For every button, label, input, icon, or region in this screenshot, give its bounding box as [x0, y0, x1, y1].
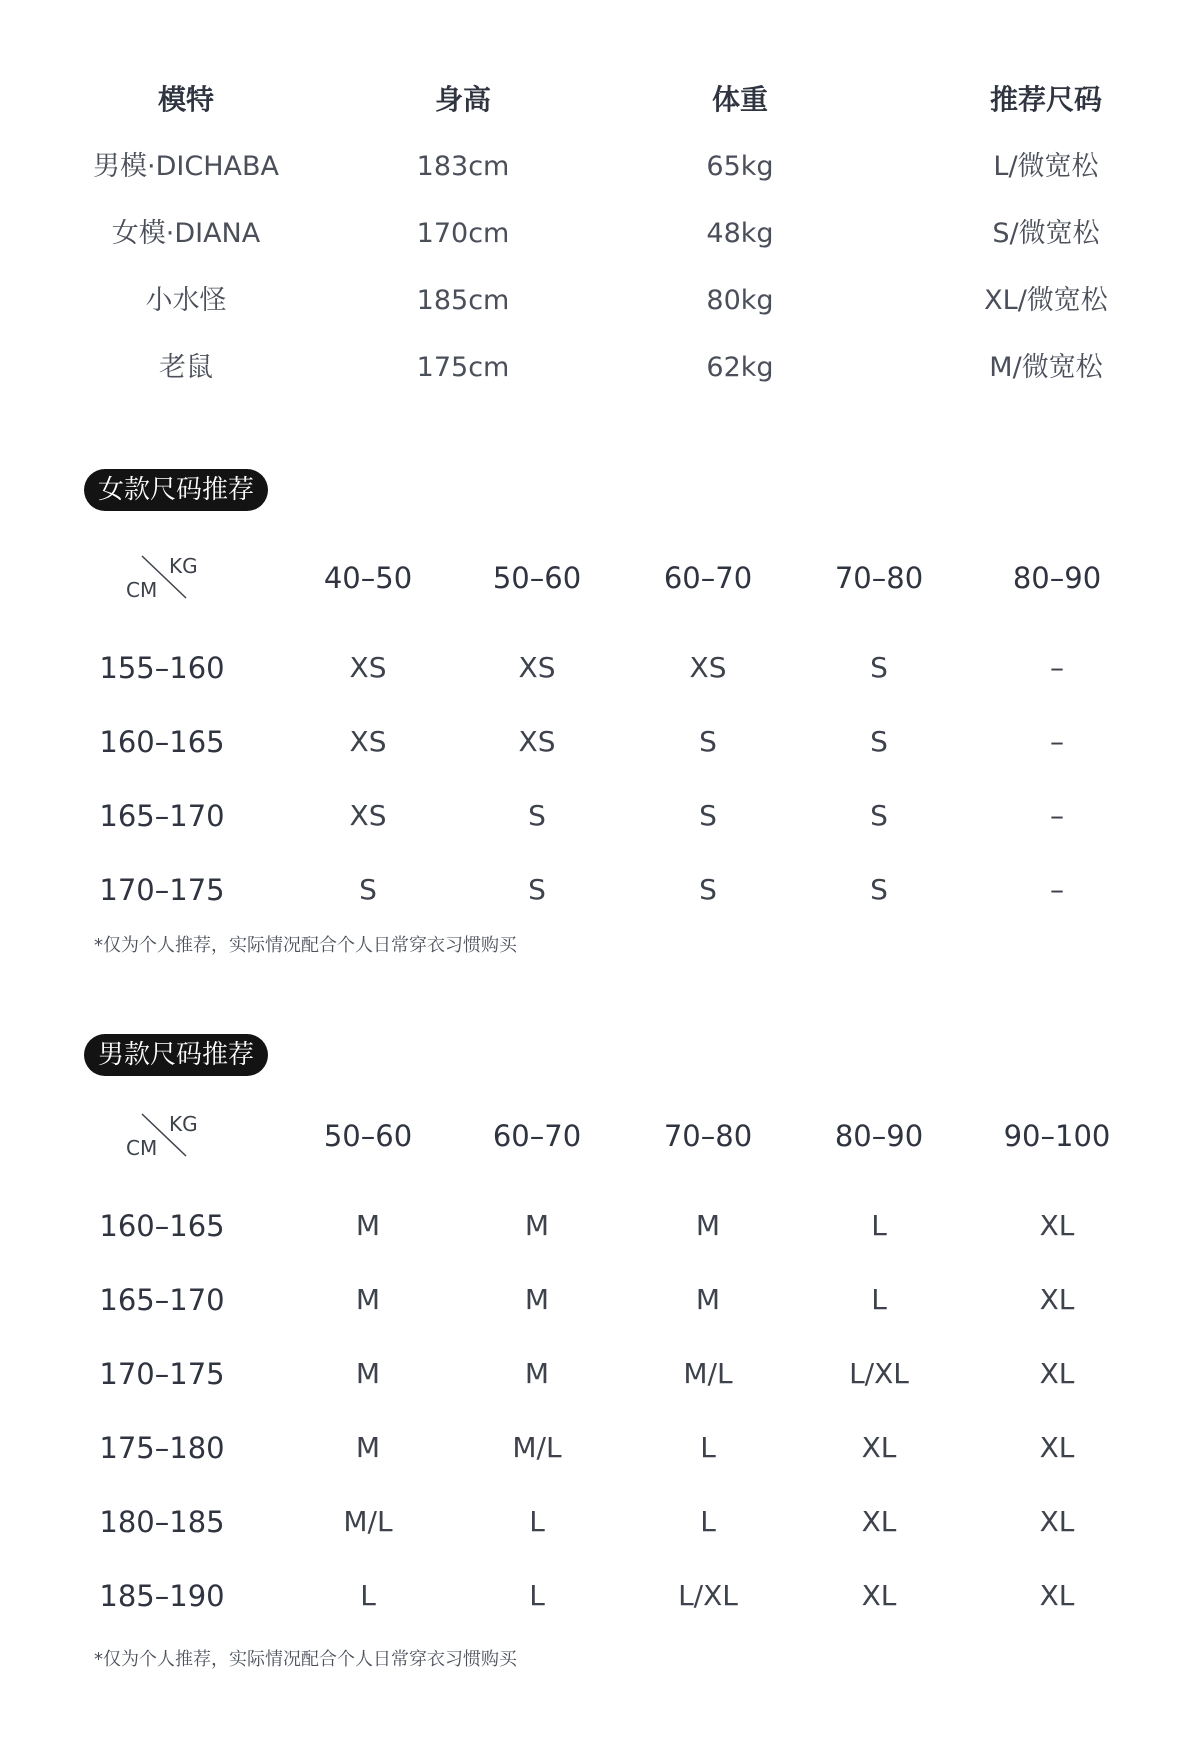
model-weight: 80kg [706, 285, 774, 316]
size-cell: M [524, 1357, 550, 1390]
table-row [0, 866, 1200, 940]
weight-header: 50–60 [492, 561, 582, 595]
model-size: XL/微宽松 [984, 285, 1108, 316]
model-name: 女模·DIANA [111, 218, 261, 249]
size-cell: XS [689, 651, 727, 684]
model-height: 170cm [416, 218, 510, 249]
size-cell: S [870, 651, 888, 684]
size-cell: S [699, 873, 717, 906]
size-cell: XL [861, 1579, 897, 1612]
size-cell: M [355, 1209, 381, 1242]
size-cell: L [360, 1579, 376, 1612]
size-cell: XL [1039, 1579, 1075, 1612]
height-label: 170–175 [99, 1357, 225, 1391]
size-cell: S [699, 725, 717, 758]
header-height: 身高 [434, 83, 491, 116]
model-height: 185cm [416, 285, 510, 316]
model-row [0, 212, 1200, 279]
model-name: 小水怪 [145, 285, 227, 316]
model-weight: 65kg [706, 151, 774, 182]
model-size: M/微宽松 [989, 352, 1103, 383]
model-name: 老鼠 [159, 352, 213, 383]
header-model: 模特 [157, 83, 214, 116]
size-cell: S [528, 873, 546, 906]
model-weight: 62kg [706, 352, 774, 383]
corner-cm: CM [126, 578, 158, 602]
men-footnote: *仅为个人推荐，实际情况配合个人日常穿衣习惯购买 [94, 1649, 517, 1670]
size-cell: XS [518, 725, 556, 758]
women-size-grid [0, 554, 1200, 940]
size-cell: L [700, 1505, 716, 1538]
size-cell: M [524, 1283, 550, 1316]
size-cell: L/XL [678, 1579, 738, 1612]
table-row [0, 1498, 1200, 1572]
size-cell: XS [349, 651, 387, 684]
height-label: 175–180 [99, 1431, 225, 1465]
size-cell: L [871, 1209, 887, 1242]
weight-header: 70–80 [834, 561, 924, 595]
size-cell: S [528, 799, 546, 832]
weight-header: 80–90 [1012, 561, 1102, 595]
size-cell: XS [349, 725, 387, 758]
men-size-grid [0, 1112, 1200, 1646]
size-cell: – [1050, 873, 1064, 906]
model-row [0, 279, 1200, 346]
height-label: 170–175 [99, 873, 225, 907]
size-cell: XS [349, 799, 387, 832]
model-height: 183cm [416, 151, 510, 182]
size-cell: M/L [512, 1431, 562, 1464]
size-cell: S [870, 725, 888, 758]
women-footnote: *仅为个人推荐，实际情况配合个人日常穿衣习惯购买 [94, 935, 517, 956]
size-cell: S [870, 873, 888, 906]
size-cell: L/XL [849, 1357, 909, 1390]
model-table [0, 78, 1200, 413]
women-section-title: 女款尺码推荐 [84, 469, 268, 511]
women-grid-header [0, 554, 1200, 644]
size-cell: L [871, 1283, 887, 1316]
weight-header: 40–50 [323, 561, 413, 595]
size-cell: L [700, 1431, 716, 1464]
table-row [0, 1424, 1200, 1498]
size-cell: M/L [343, 1505, 393, 1538]
table-row [0, 1202, 1200, 1276]
size-cell: M [695, 1209, 721, 1242]
height-label: 160–165 [99, 725, 225, 759]
size-cell: L [529, 1579, 545, 1612]
header-weight: 体重 [711, 83, 768, 116]
corner-kg: KG [169, 1112, 198, 1136]
weight-header: 60–70 [663, 561, 753, 595]
corner-kg: KG [169, 554, 198, 578]
size-cell: XL [1039, 1505, 1075, 1538]
model-height: 175cm [416, 352, 510, 383]
men-grid-header [0, 1112, 1200, 1202]
height-label: 180–185 [99, 1505, 225, 1539]
size-cell: – [1050, 725, 1064, 758]
model-row [0, 145, 1200, 212]
corner-cm: CM [126, 1136, 158, 1160]
size-cell: S [359, 873, 377, 906]
men-section-title: 男款尺码推荐 [84, 1034, 268, 1076]
model-name: 男模·DICHABA [93, 151, 279, 182]
size-cell: M [355, 1431, 381, 1464]
model-size: S/微宽松 [992, 218, 1100, 249]
table-row [0, 718, 1200, 792]
size-cell: XL [861, 1505, 897, 1538]
height-label: 165–170 [99, 799, 225, 833]
corner-label [122, 554, 202, 614]
height-label: 185–190 [99, 1579, 225, 1613]
table-row [0, 1572, 1200, 1646]
size-cell: XL [1039, 1357, 1075, 1390]
weight-header: 50–60 [323, 1119, 413, 1153]
weight-header: 70–80 [663, 1119, 753, 1153]
size-cell: S [699, 799, 717, 832]
size-cell: XL [1039, 1431, 1075, 1464]
size-cell: M [695, 1283, 721, 1316]
size-cell: XL [1039, 1209, 1075, 1242]
table-row [0, 644, 1200, 718]
size-cell: – [1050, 651, 1064, 684]
size-cell: M/L [683, 1357, 733, 1390]
model-size: L/微宽松 [993, 151, 1099, 182]
size-cell: L [529, 1505, 545, 1538]
size-cell: M [524, 1209, 550, 1242]
header-recommended-size: 推荐尺码 [989, 83, 1102, 116]
model-table-header [0, 78, 1200, 145]
height-label: 155–160 [99, 651, 225, 685]
table-row [0, 1276, 1200, 1350]
size-cell: XS [518, 651, 556, 684]
weight-header: 80–90 [834, 1119, 924, 1153]
size-cell: S [870, 799, 888, 832]
weight-header: 90–100 [1003, 1119, 1111, 1153]
weight-header: 60–70 [492, 1119, 582, 1153]
model-row [0, 346, 1200, 413]
size-cell: – [1050, 799, 1064, 832]
size-cell: XL [861, 1431, 897, 1464]
height-label: 165–170 [99, 1283, 225, 1317]
table-row [0, 1350, 1200, 1424]
size-cell: M [355, 1283, 381, 1316]
height-label: 160–165 [99, 1209, 225, 1243]
size-cell: XL [1039, 1283, 1075, 1316]
corner-label [122, 1112, 202, 1172]
model-weight: 48kg [706, 218, 774, 249]
size-cell: M [355, 1357, 381, 1390]
table-row [0, 792, 1200, 866]
